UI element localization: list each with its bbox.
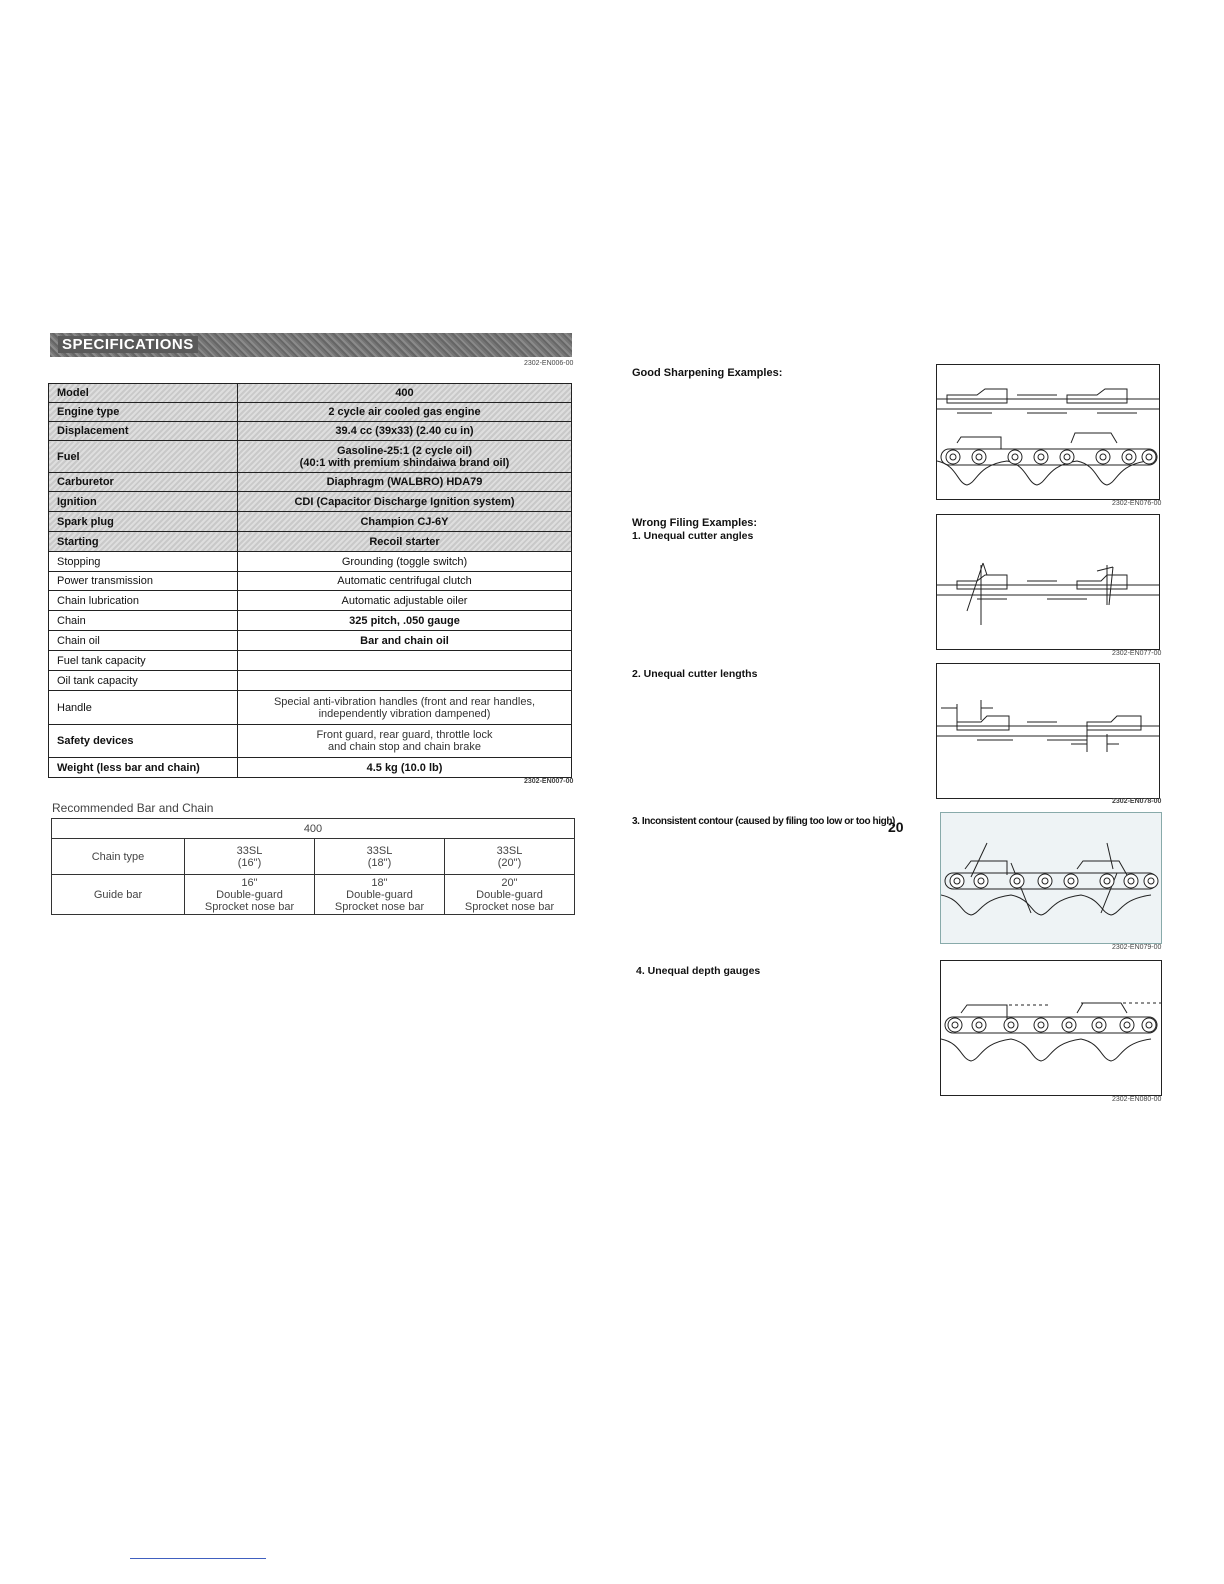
spec-label: Stopping [49,552,238,572]
rec-cell-line: (16") [237,856,262,869]
inconsistent-contour-figure [940,812,1162,944]
wrong-item-3: 3. Inconsistent contour (caused by filing too low or too high) [632,816,895,827]
rec-cell [445,839,575,875]
spec-value-line: Special anti-vibration handles (front and rear handles, [273,695,536,708]
spec-row [49,758,572,778]
rec-row [52,839,575,875]
spec-label: Fuel [49,441,238,473]
specifications-banner [50,333,572,357]
spec-label: Model [49,384,238,403]
figure-code: 2302-EN077-00 [1112,650,1162,657]
spec-row [49,403,572,422]
rec-label: Guide bar [52,875,185,915]
rec-cell-line: Sprocket nose bar [464,900,555,913]
spec-value: 4.5 kg (10.0 lb) [238,758,572,778]
figure-code: 2302-EN076-00 [1112,500,1162,507]
spec-value-line: Gasoline-25:1 (2 cycle oil) [336,444,473,457]
wrong-item-4: 4. Unequal depth gauges [636,965,761,977]
table-code: 2302-EN007-00 [524,778,574,785]
banner-code: 2302-EN006-00 [524,360,574,367]
spec-value-line: (40:1 with premium shindaiwa brand oil) [299,456,510,469]
rec-cell-line: 33SL [366,844,393,857]
spec-value: CDI (Capacitor Discharge Ignition system) [238,492,572,512]
spec-value: Bar and chain oil [238,631,572,651]
spec-value [238,671,572,691]
spec-row [49,631,572,651]
spec-value: Grounding (toggle switch) [238,552,572,572]
spec-value: Recoil starter [238,532,572,552]
spec-row [49,611,572,631]
spec-label: Handle [49,691,238,725]
spec-label: Engine type [49,403,238,422]
rec-cell-line: 20" [501,876,518,889]
spec-row [49,725,572,758]
spec-label: Carburetor [49,473,238,492]
rec-cell-line: 18" [371,876,388,889]
spec-value [238,691,572,725]
spec-label: Ignition [49,492,238,512]
figure-code: 2302-EN080-00 [1112,1096,1162,1103]
spec-value-line: and chain stop and chain brake [328,741,481,753]
spec-row [49,651,572,671]
spec-row [49,441,572,473]
spec-value: Diaphragm (WALBRO) HDA79 [238,473,572,492]
chain-diagram-good [937,365,1159,499]
specifications-table [48,383,572,778]
spec-value [238,441,572,473]
chain-diagram-lengths [937,664,1159,798]
rec-row [52,875,575,915]
spec-label: Spark plug [49,512,238,532]
spec-label: Chain oil [49,631,238,651]
rec-cell-line: 33SL [496,844,523,857]
figure-code: 2302-EN079-00 [1112,944,1162,951]
good-sharpening-figure [936,364,1160,500]
bottom-link-underline [130,1558,266,1559]
chain-diagram-depth [941,961,1161,1095]
rec-cell [315,875,445,915]
spec-label: Chain [49,611,238,631]
rec-cell-line: Double-guard [476,888,543,901]
rec-cell [315,839,445,875]
spec-row [49,552,572,572]
spec-value-line: independently vibration dampened) [318,707,491,720]
spec-row [49,532,572,552]
rec-cell-line: Sprocket nose bar [204,900,295,913]
wrong-item-2: 2. Unequal cutter lengths [632,668,758,680]
spec-value: 400 [238,384,572,403]
rec-cell-line: Sprocket nose bar [334,900,425,913]
spec-value [238,651,572,671]
rec-cell-line: Double-guard [346,888,413,901]
spec-row [49,591,572,611]
rec-cell [445,875,575,915]
spec-row [49,572,572,591]
rec-cell-line: (18") [367,856,392,869]
wrong-item-1: 1. Unequal cutter angles [632,530,754,542]
specifications-title: SPECIFICATIONS [58,336,198,353]
rec-cell-line: 16" [241,876,258,889]
spec-value: 39.4 cc (39x33) (2.40 cu in) [238,422,572,441]
spec-label: Displacement [49,422,238,441]
spec-label: Weight (less bar and chain) [49,758,238,778]
page-number: 20 [888,819,904,835]
unequal-angles-figure [936,514,1160,650]
spec-label: Fuel tank capacity [49,651,238,671]
spec-row [49,384,572,403]
spec-row [49,492,572,512]
rec-cell [185,839,315,875]
spec-label: Starting [49,532,238,552]
spec-row [49,422,572,441]
good-sharpening-title: Good Sharpening Examples: [632,367,783,379]
spec-value: 325 pitch, .050 gauge [238,611,572,631]
spec-row [49,473,572,492]
spec-label: Power transmission [49,572,238,591]
rec-label: Chain type [52,839,185,875]
unequal-depth-gauges-figure [940,960,1162,1096]
spec-value: Automatic adjustable oiler [238,591,572,611]
spec-row [49,512,572,532]
chain-diagram-angles [937,515,1159,649]
spec-value-line: Front guard, rear guard, throttle lock [316,729,493,741]
spec-row [49,671,572,691]
rec-model: 400 [52,819,575,839]
spec-row [49,691,572,725]
spec-value: Champion CJ-6Y [238,512,572,532]
recommended-title: Recommended Bar and Chain [52,801,214,815]
unequal-lengths-figure [936,663,1160,799]
rec-cell-line: 33SL [236,844,263,857]
spec-label: Safety devices [49,725,238,758]
chain-diagram-contour [941,813,1161,943]
rec-header-row [52,819,575,839]
rec-cell-line: (20") [497,856,522,869]
recommended-table [51,818,575,915]
spec-label: Oil tank capacity [49,671,238,691]
spec-value [238,725,572,758]
wrong-filing-title: Wrong Filing Examples: [632,517,758,529]
rec-cell-line: Double-guard [216,888,283,901]
spec-value: 2 cycle air cooled gas engine [238,403,572,422]
spec-label: Chain lubrication [49,591,238,611]
spec-value: Automatic centrifugal clutch [238,572,572,591]
rec-cell [185,875,315,915]
figure-code: 2302-EN078-00 [1112,798,1162,805]
